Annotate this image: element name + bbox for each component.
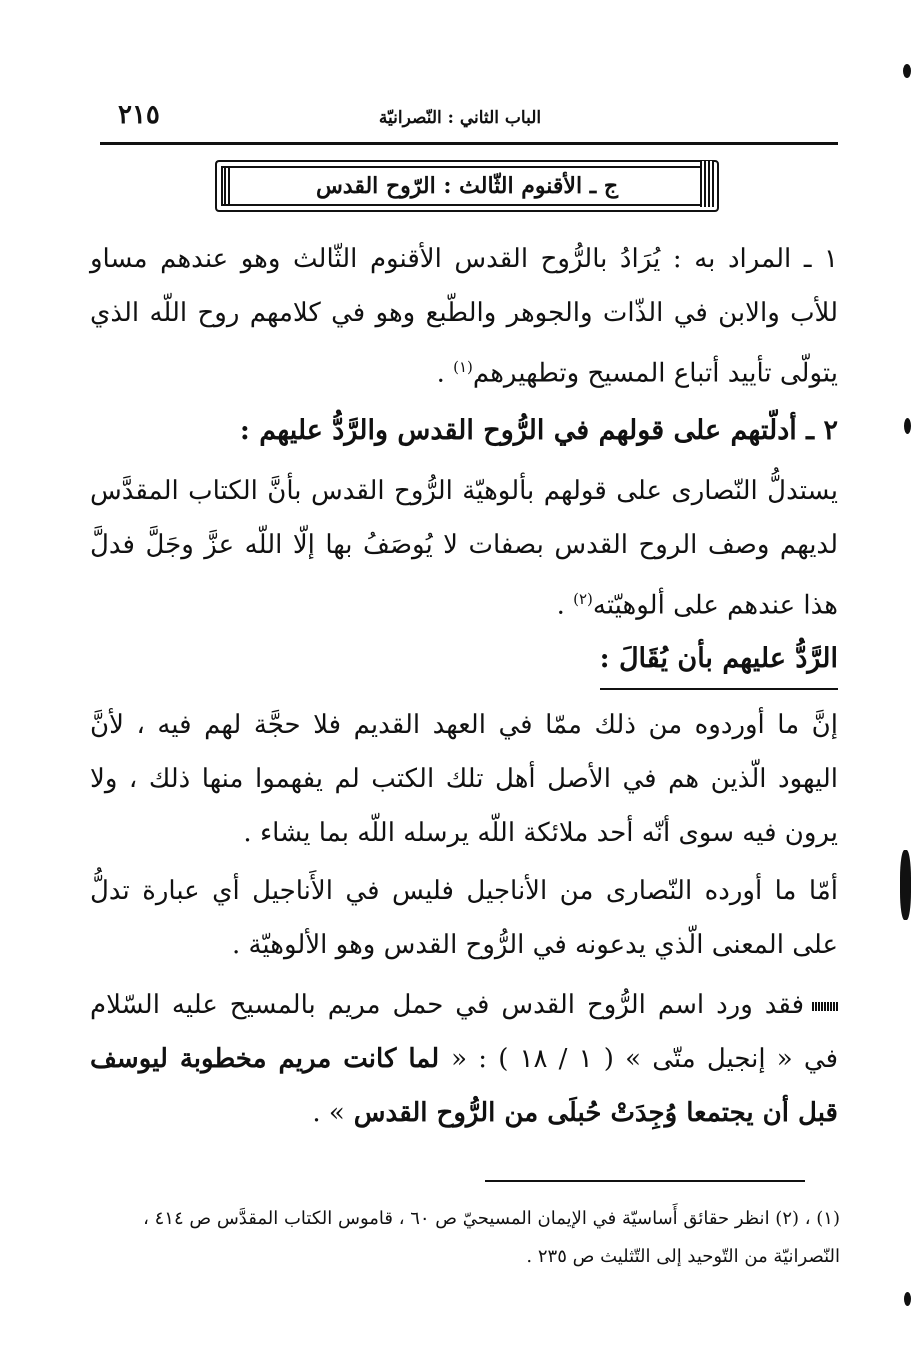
footnote-rule (485, 1180, 805, 1182)
footnote-line-1: (١) ، (٢) انظر حقائق أَساسيّة في الإيمان المسيحيّ ص ٦٠ ، قاموس الكتاب المقدَّس ص ٤١٤ ، (143, 1208, 840, 1229)
heading-rebuttal (90, 632, 838, 690)
paragraph-definition (90, 232, 838, 401)
matthew-quote: لما كانت مريم مخطوبة ليوسف قبل أن يجتمعا وُجِدَتْ حُبلَى من الرُّوح القدس (90, 1044, 838, 1128)
evidence-heading: ٢ ـ أدلّتهم على قولهم في الرُّوح القدس والرَّدُّ عليهم : (239, 415, 838, 446)
running-title: الباب الثاني : النّصرانيّة (378, 108, 542, 128)
header-rule (100, 142, 838, 145)
scan-mark (900, 850, 911, 920)
evidence-end: . (556, 590, 574, 621)
paragraph-matthew (90, 978, 838, 1140)
footnote-ref-1: (١) (453, 358, 473, 376)
scan-mark (904, 418, 911, 434)
page-number: ٢١٥ (118, 100, 160, 130)
matthew-intro: فقد ورد اسم الرُّوح القدس في حمل مريم بالمسيح عليه السّلام في « إنجيل متّى » ( ١ / ١٨ ) : « (90, 990, 838, 1074)
footnote-line-2: النّصرانيّة من التّوحيد إلى التّثليث ص ٢٣٥ . (526, 1246, 840, 1267)
footnote-ref-2: (٢) (573, 590, 593, 608)
section-title-box (215, 160, 719, 212)
definition-end: . (436, 358, 454, 389)
definition-text: ١ ـ المراد به : يُرَادُ بالرُّوح القدس الأقنوم الثّالث وهو عندهم مساو للأب والابن في الذّات والجوهر والطّبع وهو في كلامهم روح اللّه الذي يتولّى تأييد أتباع المسيح وتطهيرهم (90, 244, 838, 389)
matthew-end: » . (312, 1098, 345, 1128)
evidence-text: يستدلُّ النّصارى على قولهم بألوهيّة الرُّوح القدس بأنَّ الكتاب المقدَّس لديهم وصف الروح القدس بصفات لا يُوصَفُ بها إلّا اللّه عزَّ وجَلَّ فدلَّ هذا عندهم على ألوهيّته (90, 476, 838, 621)
gospels-text: أمّا ما أورده النّصارى من الأناجيل فليس في الأَناجيل أي عبارة تدلُّ على المعنى الّذي يدعونه في الرُّوح القدس وهو الألوهيّة . (90, 876, 838, 960)
scan-mark (904, 1292, 911, 1306)
heading-evidence (90, 404, 838, 458)
paragraph-evidence (90, 464, 838, 633)
paragraph-old-testament (90, 698, 838, 860)
old-testament-text: إنَّ ما أوردوه من ذلك ممّا في العهد القديم فلا حجَّة لهم فيه ، لأنَّ اليهود الّذين هم في الأصل أهل تلك الكتب لم يفهموا منها ذلك ، ولا يرون فيه سوى أنّه أحد ملائكة اللّه يرسله اللّه بما يشاء . (90, 710, 838, 848)
ornament-right-icon (700, 161, 714, 207)
paragraph-gospels (90, 864, 838, 972)
footnotes (95, 1200, 840, 1276)
section-title: ج ـ الأقنوم الثّالث : الرّوح القدس (315, 173, 619, 199)
scan-mark (903, 64, 911, 78)
rebuttal-heading: الرَّدُّ عليهم بأن يُقَالَ : (600, 632, 838, 690)
bullet-icon (812, 1002, 838, 1011)
